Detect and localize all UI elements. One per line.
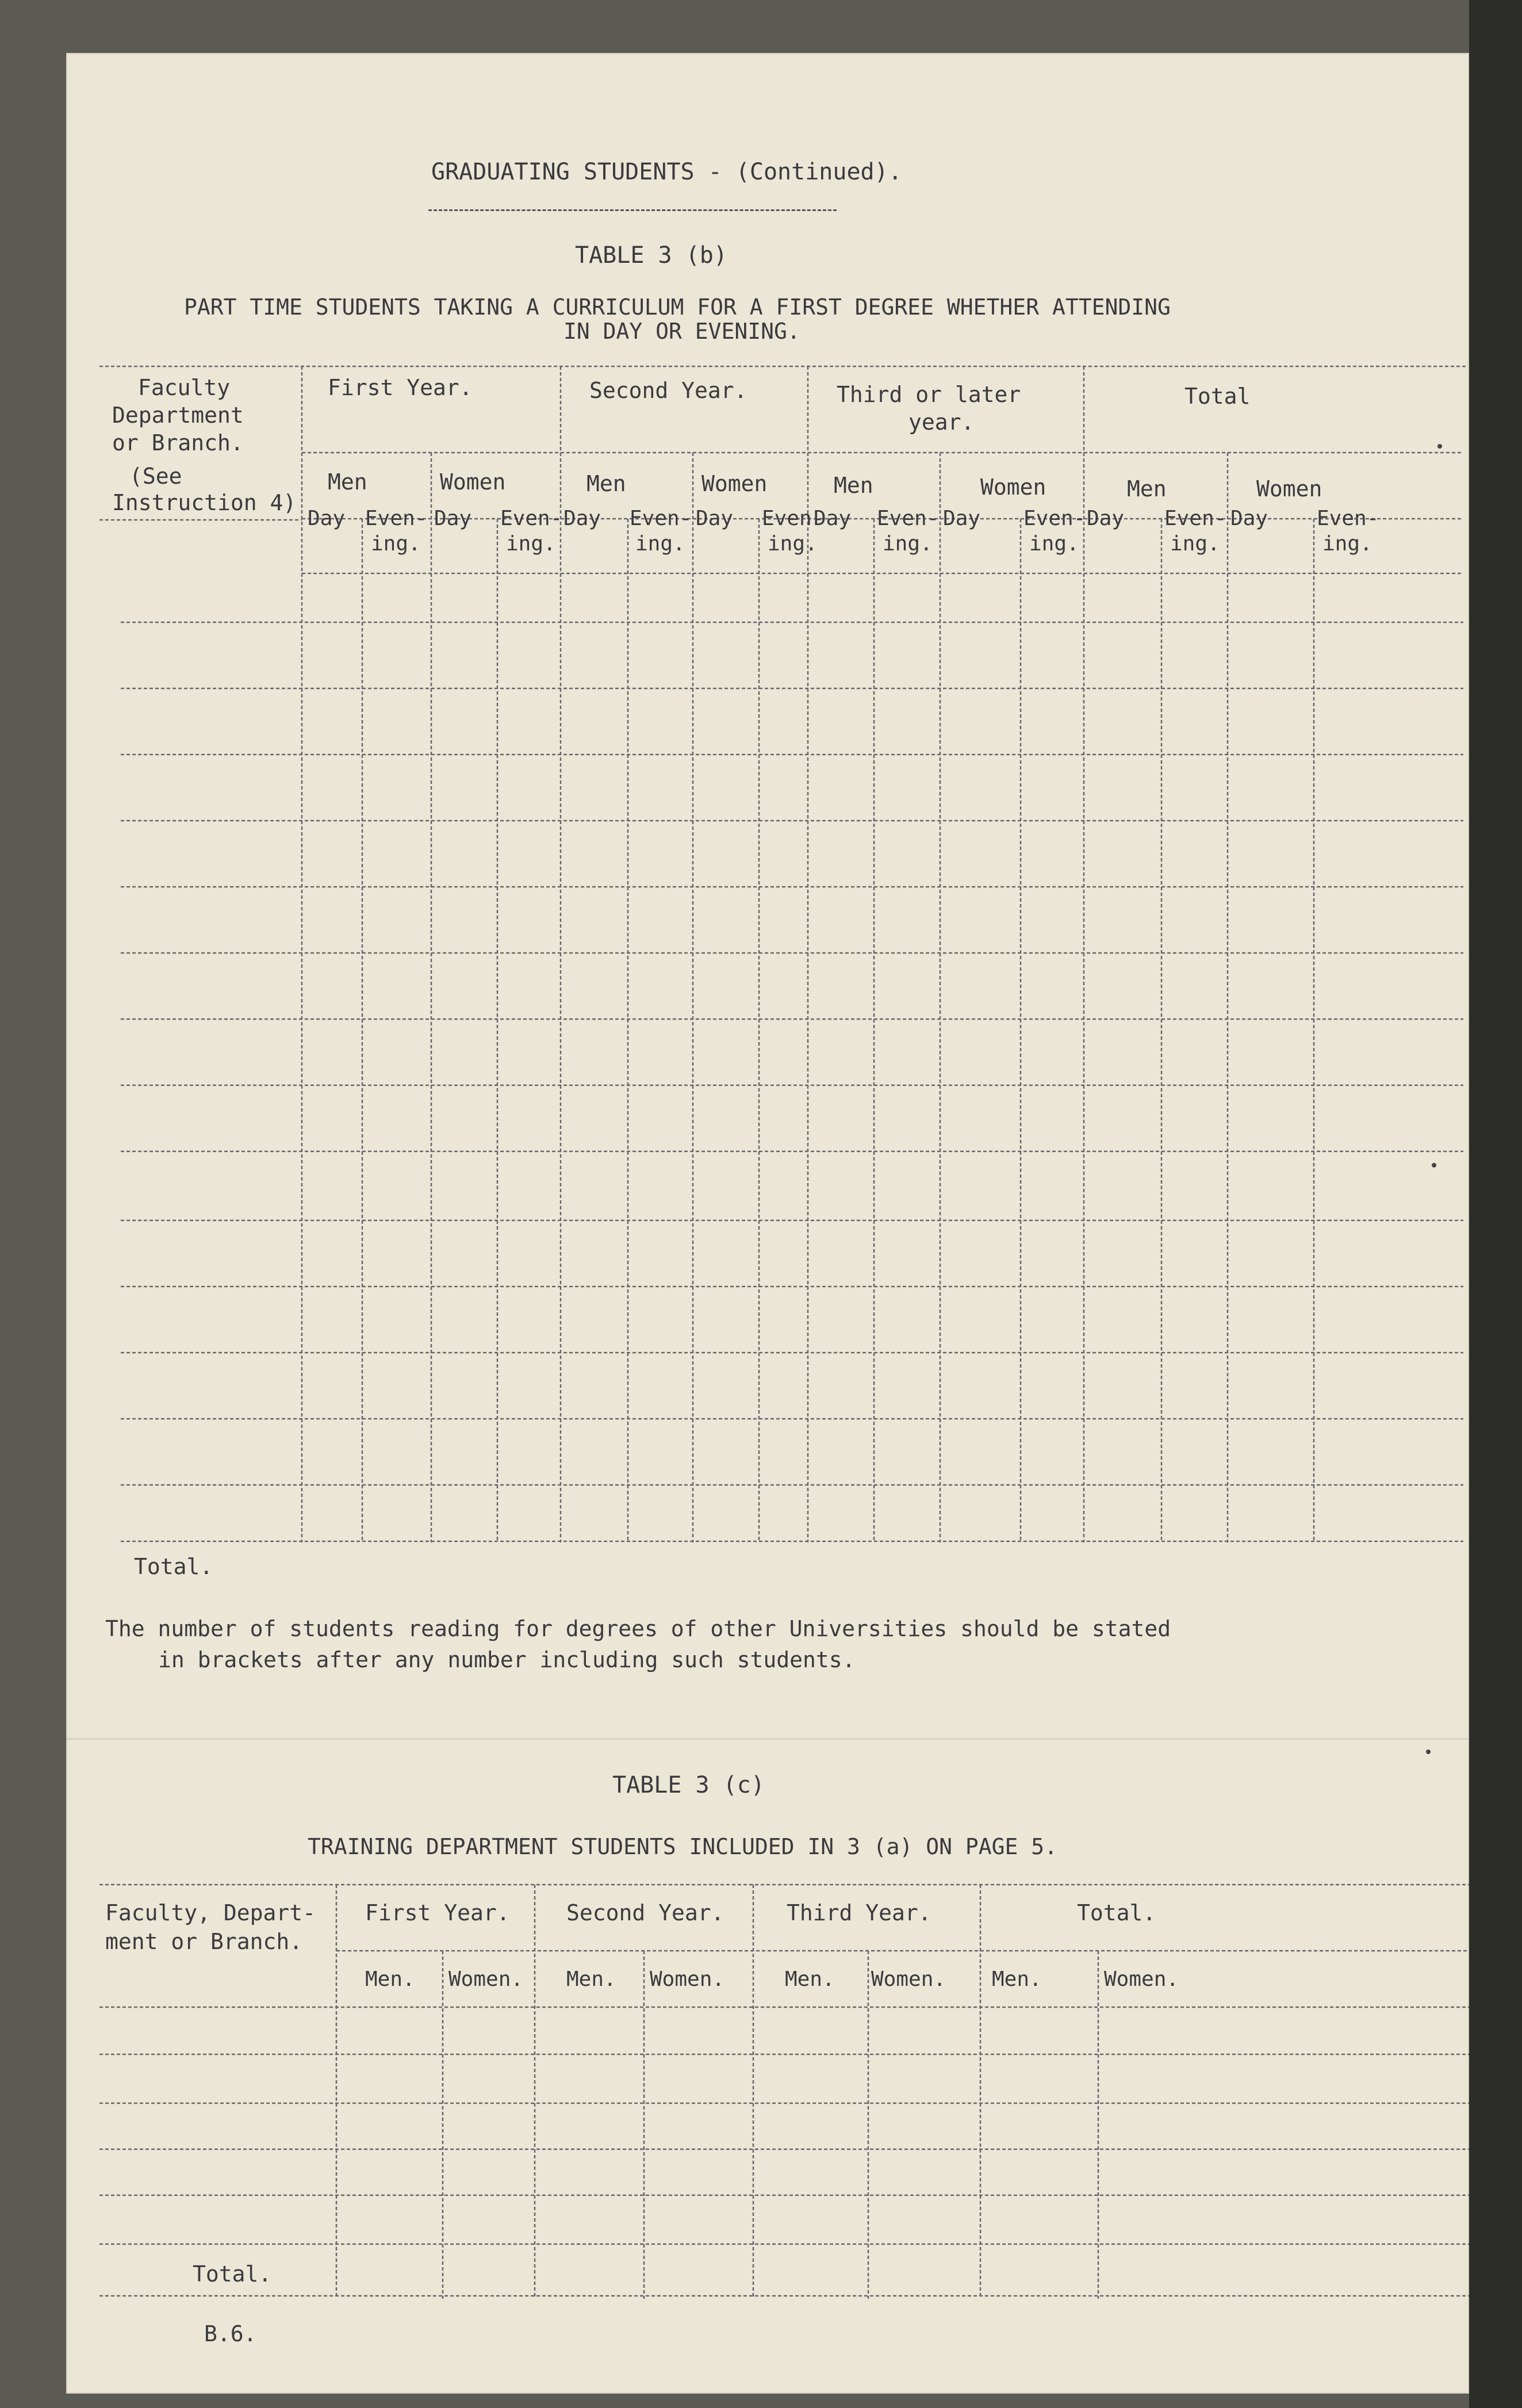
table-b-year-third: Third or later: [837, 382, 1021, 407]
table-b-total-label: Total.: [134, 1554, 213, 1579]
table-b-sex-3: Men: [586, 471, 626, 496]
table-c-total-label: Total.: [193, 2261, 272, 2287]
table-c-label: TABLE 3 (c): [612, 1772, 765, 1798]
evening-column-header-line2: ing.: [1322, 532, 1373, 556]
evening-column-header-line2: ing.: [1170, 532, 1220, 556]
day-column-header: Day: [434, 507, 472, 530]
table-c-title: TRAINING DEPARTMENT STUDENTS INCLUDED IN 3 (a) ON PAGE 5.: [308, 1834, 1058, 1859]
table-b-year-total: Total: [1184, 384, 1251, 409]
table-c-year-second: Second Year.: [566, 1900, 724, 1925]
table-b-row-header-4: (See: [129, 464, 182, 489]
table-b-sex-6: Women: [980, 474, 1046, 500]
evening-column-header-line2: ing.: [635, 532, 685, 556]
table-b-sex-2: Women: [440, 469, 506, 495]
evening-column-header-line2: ing.: [1029, 532, 1079, 556]
table-c-year-third: Third Year.: [787, 1900, 931, 1925]
table-c-row-header-2: ment or Branch.: [105, 1929, 303, 1954]
table-b-sex-8: Women: [1256, 476, 1322, 501]
table-c-year-total: Total.: [1077, 1900, 1156, 1925]
sex-column-header: Men.: [992, 1967, 1042, 1991]
evening-column-header: Even-: [1023, 507, 1086, 530]
sex-column-header: Men.: [785, 1967, 835, 1991]
scanner-background: [1469, 0, 1522, 2408]
table-b-year-third-line2: year.: [908, 409, 975, 435]
sex-column-header: Men.: [566, 1967, 616, 1991]
day-column-header: Day: [943, 507, 981, 530]
table-c-row-header-1: Faculty, Depart-: [105, 1900, 316, 1925]
sex-column-header: Women.: [871, 1967, 946, 1991]
table-b-row-header-3: or Branch.: [112, 430, 244, 455]
evening-column-header: Even-: [1317, 507, 1379, 530]
table-b-title-line2: IN DAY OR EVENING.: [563, 319, 800, 344]
evening-column-header-line2: ing.: [371, 532, 421, 556]
table-b-year-first: First Year.: [328, 375, 473, 400]
note-line1: The number of students reading for degrees of other Universities should be stated: [105, 1616, 1171, 1641]
table-b-sex-4: Women: [701, 471, 768, 496]
table-b-label: TABLE 3 (b): [575, 242, 727, 269]
sex-column-header: Women.: [650, 1967, 725, 1991]
page-heading: GRADUATING STUDENTS - (Continued).: [431, 159, 902, 185]
evening-column-header-line2: ing.: [883, 532, 933, 556]
table-b-row-header-2: Department: [112, 403, 244, 428]
table-b-title-line1: PART TIME STUDENTS TAKING A CURRICULUM FOR A FIRST DEGREE WHETHER ATTENDING: [184, 294, 1171, 320]
table-c-year-first: First Year.: [365, 1900, 510, 1925]
punch-mark: [1432, 1163, 1436, 1167]
day-column-header: Day: [814, 507, 852, 530]
punch-mark: [1437, 444, 1442, 449]
evening-column-header-line2: ing.: [506, 532, 556, 556]
evening-column-header: Even-: [365, 507, 428, 530]
table-b-year-second: Second Year.: [589, 378, 747, 403]
day-column-header: Day: [1230, 507, 1268, 530]
table-b-sex-7: Men: [1127, 476, 1167, 501]
evening-column-header: Even-: [500, 507, 563, 530]
day-column-header: Day: [1087, 507, 1125, 530]
table-c-grid: [66, 53, 1469, 2394]
sex-column-header: Women.: [448, 1967, 524, 1991]
note-line2: in brackets after any number including such students.: [158, 1647, 856, 1672]
evening-column-header: Even-: [877, 507, 940, 530]
sex-column-header: Women.: [1104, 1967, 1179, 1991]
evening-column-header-line2: ing.: [768, 532, 818, 556]
table-b-sex-5: Men: [834, 473, 873, 498]
day-column-header: Day: [696, 507, 734, 530]
day-column-header: Day: [308, 507, 346, 530]
evening-column-header: Even-: [1164, 507, 1227, 530]
table-b-sex-1: Men: [328, 469, 367, 495]
table-b-row-header-1: Faculty: [138, 375, 231, 400]
document-page: [66, 53, 1469, 2394]
table-b-row-header-5: Instruction 4): [112, 490, 297, 515]
punch-mark: [1426, 1749, 1431, 1754]
evening-column-header: Even-: [630, 507, 692, 530]
day-column-header: Day: [563, 507, 601, 530]
sex-column-header: Men.: [365, 1967, 415, 1991]
evening-column-header: Even-: [762, 507, 825, 530]
page-number: B.6.: [204, 2321, 257, 2346]
